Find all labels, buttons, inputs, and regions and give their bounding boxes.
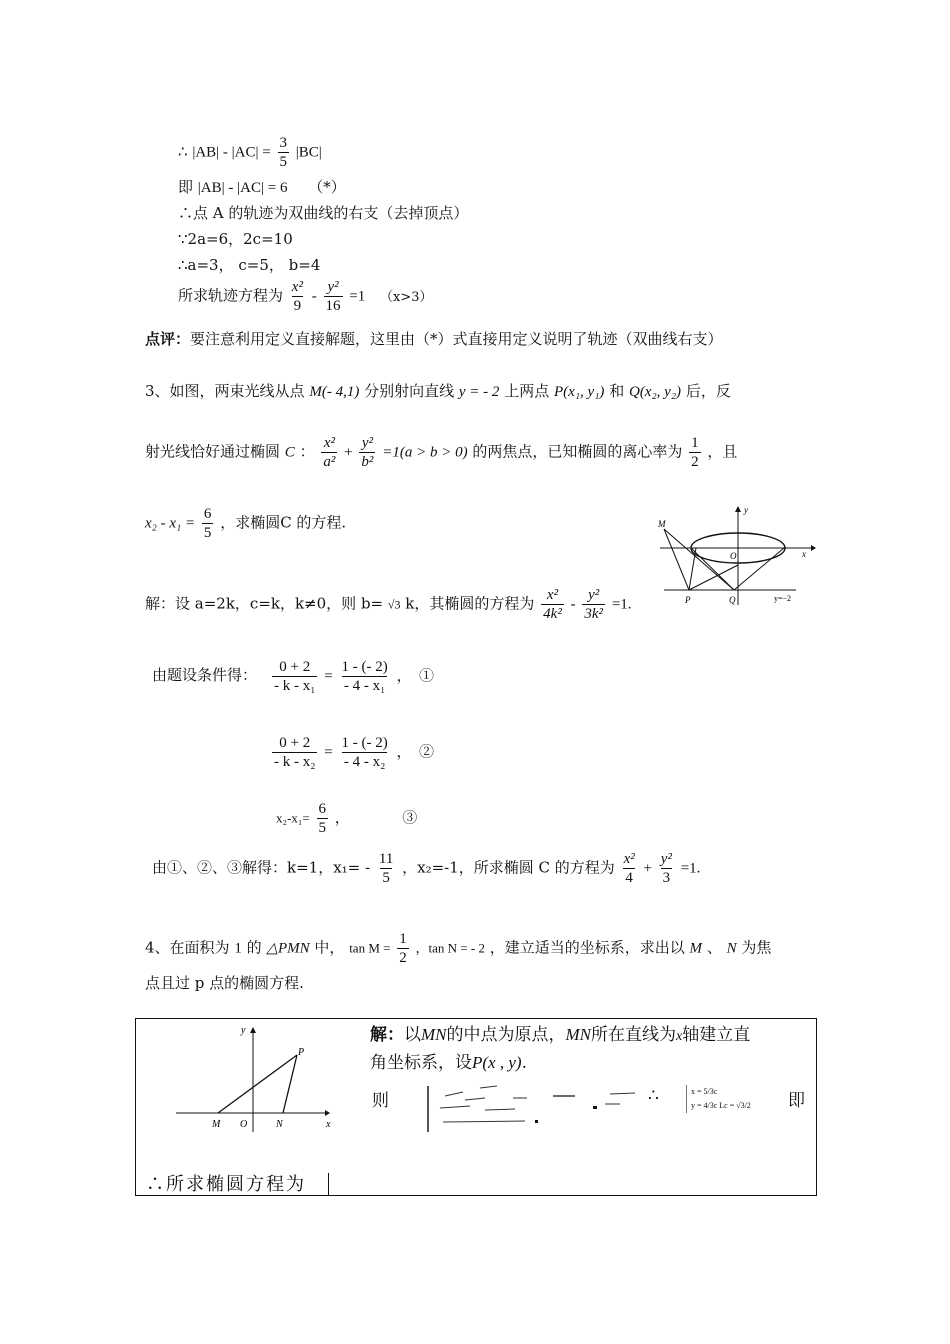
fraction [397,930,409,967]
comment-label: 点评： [145,330,191,348]
frac-num: y² [588,587,600,603]
text: ，求椭圆C 的方程. [220,513,347,532]
frac-den: - 4 - x₁ [343,678,386,694]
math-expression: |BC| [295,144,322,161]
label-p: P [298,1047,305,1058]
frac-num: 0 + 2 [279,735,311,751]
line-ab-ac-6 [178,176,346,197]
line-ab-ac-bc [178,134,322,171]
text: 即 [178,178,194,196]
text: ，x₂=-1，所求椭圆 C 的方程为 [402,858,615,877]
fraction [278,134,290,171]
equation-tag: ， ② [396,742,435,761]
frac-den: 3 [662,870,671,886]
system-line-1: x = 5/3c [691,1087,718,1096]
label-x: x [326,1119,331,1130]
problem3-result [152,850,700,887]
frac-den: 5 [318,820,327,836]
text: 射光线恰好通过椭圆 [145,442,281,461]
frac-num: x² [291,279,303,295]
fraction [582,586,605,623]
text: 解：设 a=2k，c=k，k≠0，则 b= [145,594,384,613]
label-x: x [802,549,806,559]
frac-den: 3k² [584,606,604,622]
fraction [340,734,390,771]
text: 的两焦点，已知椭圆的离心率为 [472,442,683,461]
text: . [521,1053,527,1073]
frac-num: 3 [279,135,288,151]
frac-num: 11 [378,851,394,867]
fraction [272,734,317,771]
label-o: O [240,1119,248,1130]
text: k，其椭圆的方程为 [405,594,535,613]
text-ze: 则 [372,1091,389,1111]
scribble-stroke [445,1092,463,1096]
scribble-mark [593,1106,597,1109]
frac-num: 6 [203,506,212,522]
math-expression: y = - 2 [458,384,500,400]
problem3-solution [145,586,632,623]
operator: =1. [680,860,701,877]
frac-den: a² [323,454,336,470]
operator: =1. [611,596,632,613]
answer-divider [328,1173,329,1195]
math-expression: √3 [387,597,401,612]
text: 为焦 [741,938,772,957]
math-expression: N [726,940,737,957]
problem3-line1 [145,380,731,401]
frac-den: 4 [625,870,633,886]
problem3-line3 [145,505,346,542]
equation-tag: （*） [308,178,346,196]
frac-den: 16 [325,298,341,314]
fraction [689,434,701,471]
text: ，且 [707,442,738,461]
scribble-stroke [485,1109,515,1110]
frac-den: - 4 - x₂ [343,754,386,770]
final-answer-label: ∴所求椭圆方程为 [146,1174,306,1195]
text: ，建立适当的坐标系，求出以 [489,938,685,957]
text: 4、在面积为 [145,938,230,957]
scribble-stroke [440,1106,470,1108]
equation-tag: ， ③ [334,808,418,827]
math-expression: x₂-x₁= [276,810,310,826]
fraction [377,850,395,887]
text: 由①、②、③解得：k=1，x₁= - [152,858,371,877]
line-given: ∵2a=6，2c=10 [178,230,293,248]
text: 后，反 [685,382,731,400]
frac-den: 5 [279,154,288,170]
fraction [324,278,343,315]
text: 的 [246,938,262,957]
math-expression: =1(a > b > 0) [382,444,468,461]
math-expression: |AB| - |AC| = 6 [197,180,288,196]
frac-num: x² [546,587,559,603]
scribble-stroke [480,1086,497,1088]
label-m: M [658,519,666,529]
text: 分别射向直线 [364,382,455,400]
math-expression: MN [565,1025,591,1044]
garbled-equation-system [425,1082,650,1134]
frac-num: 1 [399,931,407,947]
fraction [541,586,564,623]
problem3-line2 [145,434,737,471]
fraction [622,850,637,887]
operator: - [570,596,576,613]
label-y: y [744,505,748,515]
frac-num: x² [323,435,335,451]
frac-den: 5 [203,525,212,541]
fraction [202,505,214,542]
ellipse-reflection-figure [656,505,816,607]
condition: （x>3） [380,289,433,305]
math-expression: P(x , y) [472,1053,522,1072]
frac-num: y² [361,435,373,451]
label-line: y=−2 [774,594,792,603]
therefore-symbol: ∴ [178,142,188,161]
frac-num: 6 [318,801,327,817]
equation-tag: ， ① [396,666,435,685]
line-values: ∴a=3， c=5， b=4 [178,256,321,274]
math-expression: C [284,444,295,461]
math-expression: △PMN [266,940,310,957]
text: 3、如图，两束光线从点 [145,382,305,400]
label-o: O [730,551,737,561]
frac-den: 2 [399,950,407,966]
text: 上两点 [504,382,550,400]
ray-q-focus [691,548,734,590]
system-line-2: y = 4/3c Lc = √3/2 [691,1101,751,1110]
text: 所在直线为 [591,1025,676,1045]
ray-m-q [664,529,734,590]
scribble-stroke [610,1093,635,1094]
line-locus: ∴点 A 的轨迹为双曲线的右支（去掉顶点） [178,204,469,222]
comment [145,328,723,349]
math-expression: M [689,940,703,957]
frac-den: 4k² [543,606,562,622]
math-expression: M(- 4,1) [309,384,360,400]
label-n: N [276,1119,283,1130]
fraction [317,800,329,837]
scribble-stroke [465,1098,485,1100]
frac-den: 9 [293,298,302,314]
frac-den: - k - x₁ [274,678,316,694]
operator: + [643,860,652,877]
text: ： [299,442,315,461]
text: 和 [609,382,625,400]
frac-den: 2 [691,454,699,470]
label-q: Q [729,595,736,605]
frac-num: x² [623,851,635,867]
reflected-ray-q [734,548,784,590]
math-expression: 1 [234,940,242,957]
fraction [359,434,375,471]
frac-den: - k - x₂ [274,754,316,770]
equation-3 [276,800,417,837]
scribble-stroke [443,1121,525,1122]
frac-num: 1 - (- 2) [341,735,388,751]
math-expression: |AB| - |AC| = [192,144,271,161]
text: 所求轨迹方程为 [178,286,284,305]
label-m: M [212,1119,221,1130]
text: 以 [404,1025,421,1045]
frac-num: 0 + 2 [279,659,311,675]
fraction [290,278,305,315]
text: 的中点为原点， [446,1025,566,1045]
fraction [340,658,390,695]
fraction [272,658,317,695]
y-axis-arrow [250,1027,256,1033]
text: 角坐标系，设 [370,1053,472,1073]
comment-text: 要注意利用定义直接解题，这里由（*）式直接用定义说明了轨迹（双曲线右支） [190,330,723,348]
math-expression: x₂ - x₁ = [145,515,196,532]
text: 中， [314,938,345,957]
problem4-line1 [145,930,771,967]
math-expression: P(x₁, y₁) [554,384,605,400]
frac-den: 5 [382,870,390,886]
text: 轴建立直 [682,1025,751,1045]
frac-num: 1 [691,435,699,451]
problem4-line2: 点且过 p 点的椭圆方程. [145,974,304,992]
operator: - [311,288,317,305]
fraction [659,850,674,887]
math-expression: ，tan N = - 2 [415,940,485,956]
fraction [321,434,337,471]
solution4-header [370,1020,750,1045]
equation-1: $\frac{0 + 2}{\text{- k - x₁}}$ = $\frac{1 - (- 2)}{\text{- 4 - x₁}}$ ， ① [274,659,435,694]
math-expression: Q(x₂, y₂) [628,384,682,400]
x-axis-arrow [811,545,816,551]
operator: + [344,444,353,461]
math-expression: tan M = [349,940,391,956]
scribble-mark [535,1120,538,1123]
therefore-symbol: ∴ [648,1086,659,1106]
label-p: P [685,595,691,605]
frac-den: b² [361,454,374,470]
frac-num: 1 - (- 2) [341,659,388,675]
line-locus-equation [178,278,433,315]
triangle-figure [170,1024,340,1134]
condition-label: 由题设条件得： [152,666,258,684]
operator: =1 [349,288,366,305]
ray-m-p [664,529,689,590]
frac-num: y² [660,851,672,867]
text: 、 [706,938,722,957]
solution4-line2 [370,1048,527,1073]
label-y: y [241,1025,246,1036]
frac-num: y² [327,279,339,295]
math-expression: x [676,1029,683,1044]
solution-label: 解： [370,1025,404,1045]
math-expression: MN [421,1025,447,1044]
text-ji: 即 [788,1091,805,1111]
x-axis-arrow [325,1110,330,1116]
equation-2: $\frac{0 + 2}{\text{- k - x₂}}$ = $\frac{1 - (- 2)}{\text{- 4 - x₂}}$ ， ② [274,735,435,770]
equation-system [686,1085,751,1113]
y-axis-arrow [735,506,741,512]
